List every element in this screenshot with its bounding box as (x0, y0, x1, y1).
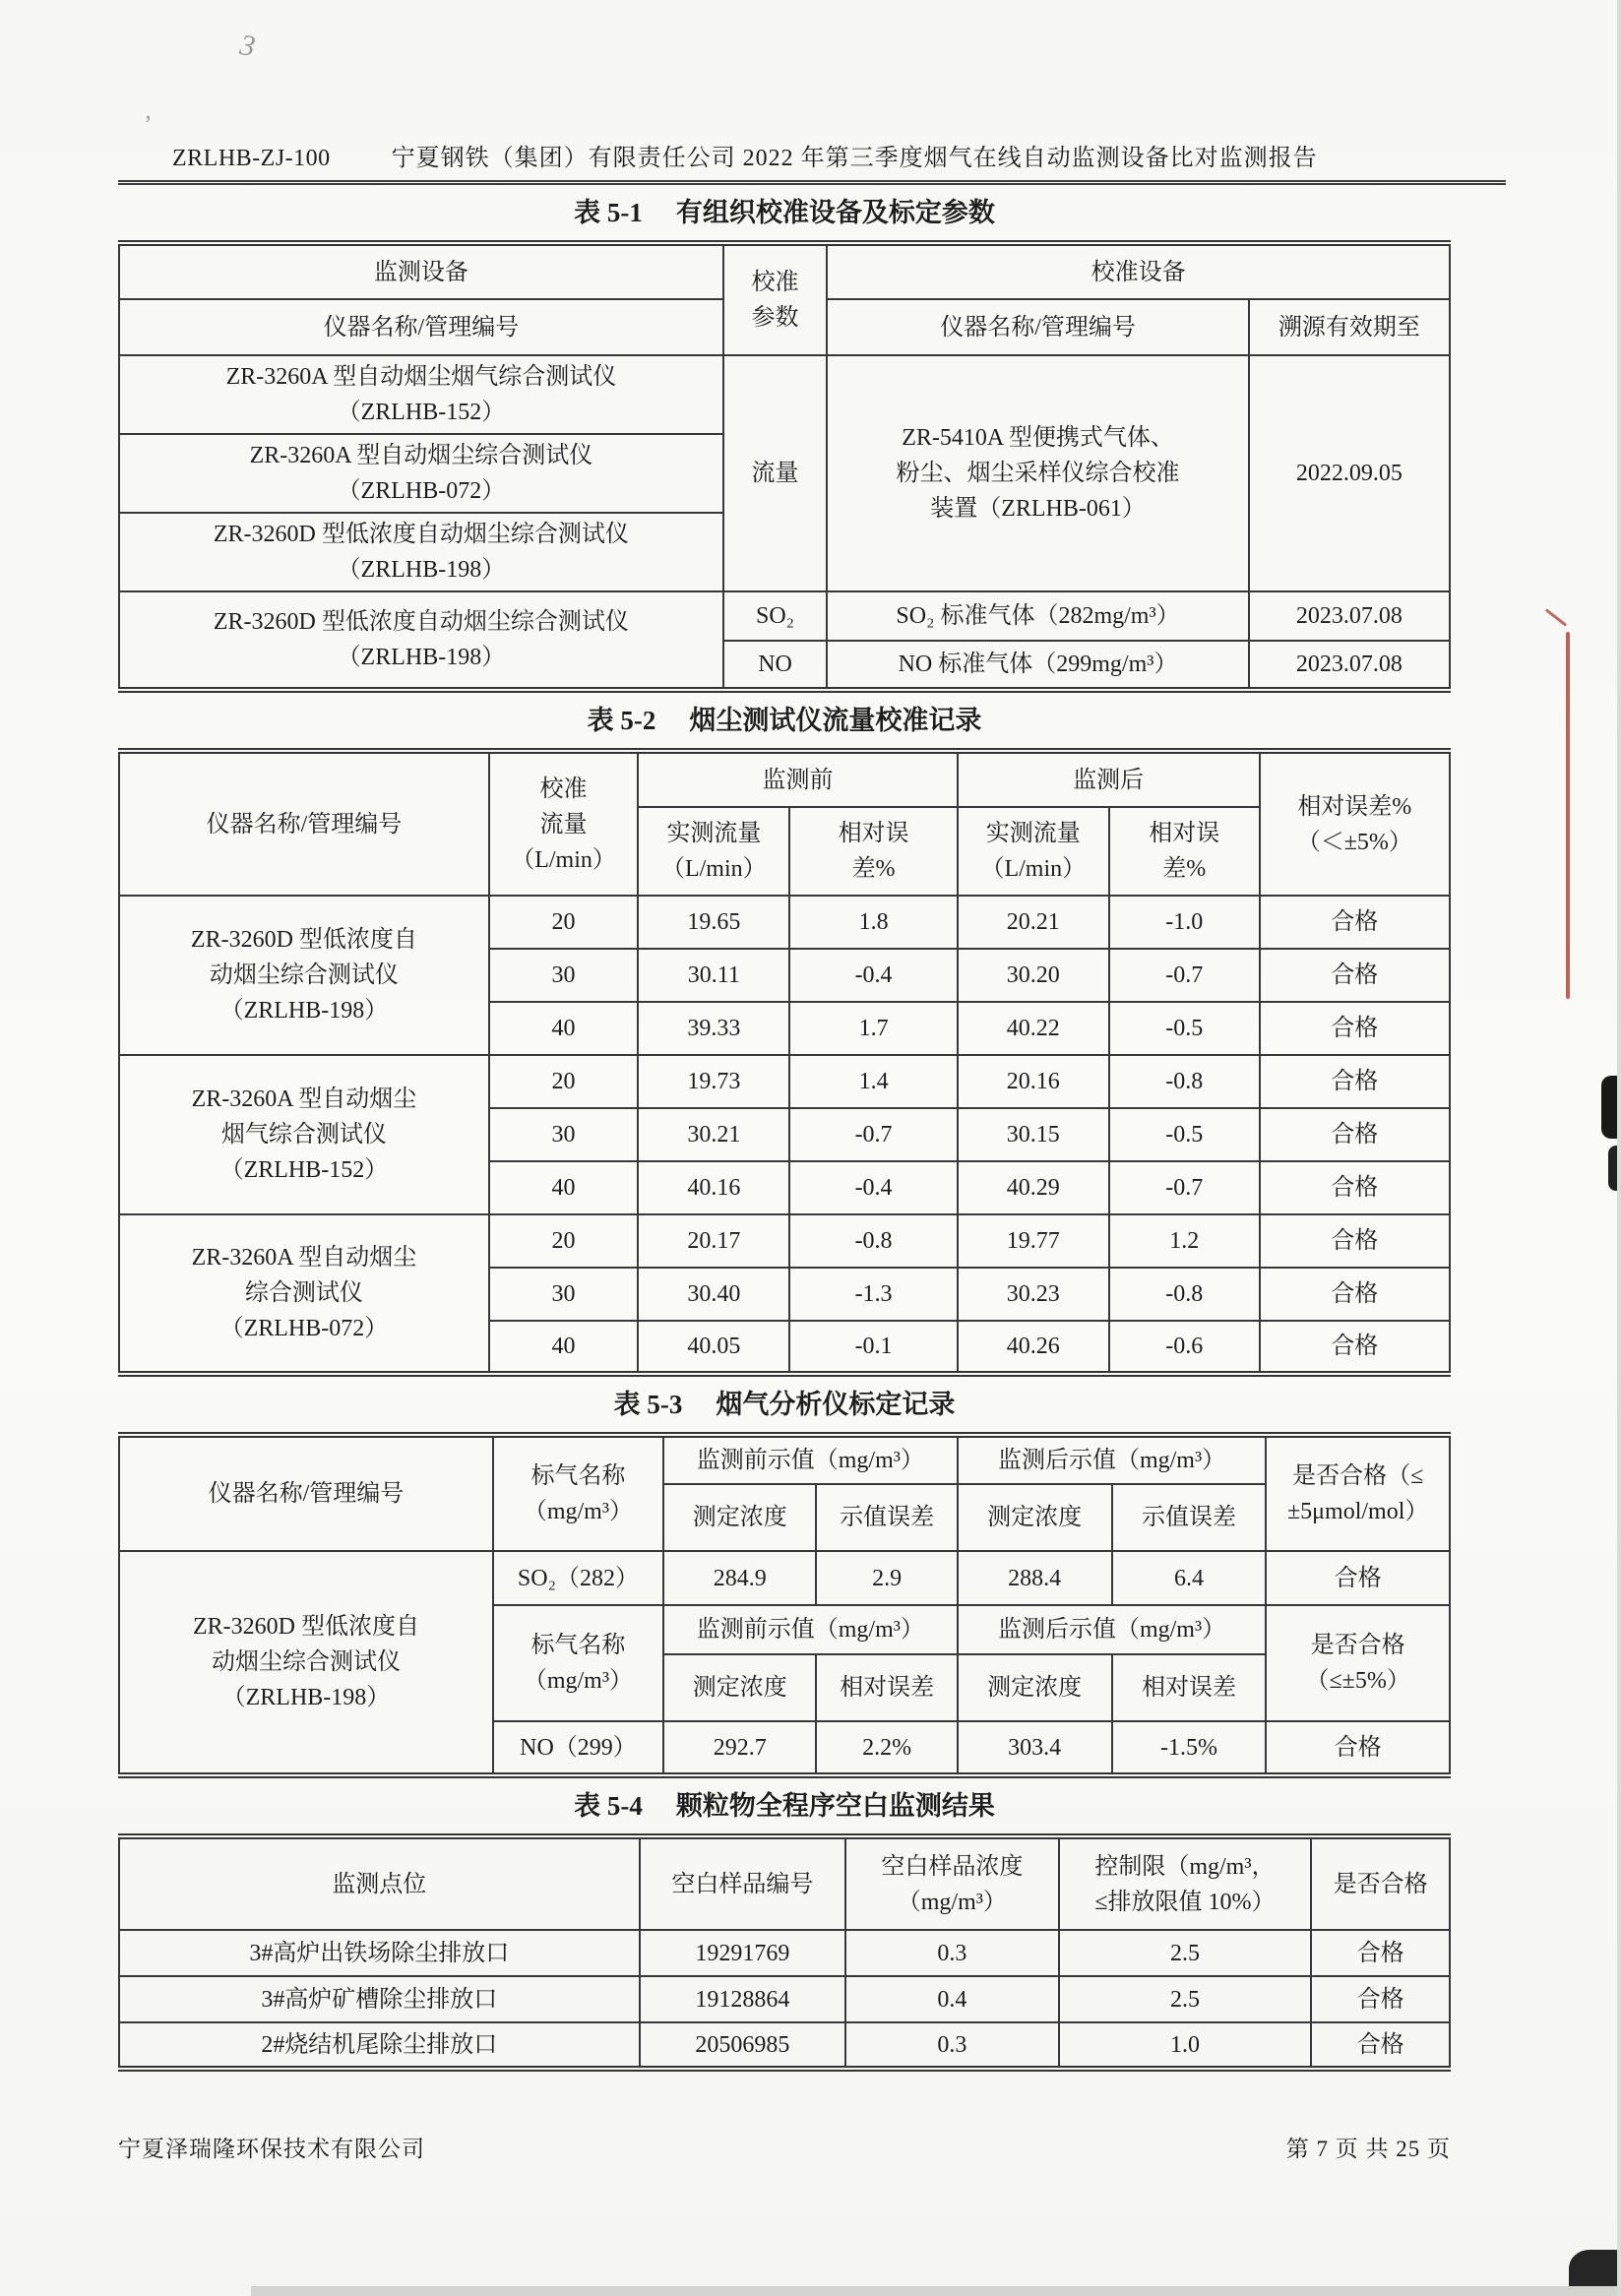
t51-flow-trace-date: 2022.09.05 (1249, 355, 1450, 591)
table-cell: -1.0 (1109, 896, 1260, 949)
table-cell: SO₂（282） (493, 1551, 663, 1605)
table-5-3-caption-title: 烟气分析仪标定记录 (716, 1390, 956, 1419)
table-cell: 30 (489, 949, 638, 1002)
t51-so2-gas: SO₂ 标准气体（282mg/m³） (827, 591, 1249, 641)
table-cell: 合格 (1260, 1214, 1450, 1268)
table-cell: 合格 (1260, 1321, 1450, 1374)
table-cell: 合格 (1311, 1976, 1450, 2022)
table-cell: 40.16 (638, 1161, 789, 1214)
table-cell: 2.9 (816, 1551, 957, 1605)
table-cell: 合格 (1260, 1108, 1450, 1161)
t53-midheader-qualify: 是否合格 （≤±5%） (1266, 1605, 1450, 1721)
t51-device-4: ZR-3260D 型低浓度自动烟尘综合测试仪 （ZRLHB-198） (119, 591, 723, 690)
footer-company: 宁夏泽瑞隆环保技术有限公司 (118, 2137, 425, 2161)
table-5-4 (118, 1833, 1451, 2072)
table-5-1-caption (118, 193, 1451, 232)
table-cell: 合格 (1260, 1268, 1450, 1321)
table-cell: 0.3 (845, 2022, 1058, 2069)
t53-header-post-ind-err: 示值误差 (1112, 1484, 1267, 1551)
table-cell: 20.17 (638, 1214, 789, 1268)
table-cell: 30.23 (958, 1268, 1109, 1321)
t52-header-flow-col: 校准 流量 （L/min） (489, 751, 638, 896)
t54-header-qualify: 是否合格 (1311, 1836, 1450, 1930)
handwritten-mark: 3 (237, 29, 258, 63)
table-5-1 (118, 240, 1451, 693)
table-cell: 30.11 (638, 949, 789, 1002)
table-cell: -0.5 (1109, 1002, 1260, 1055)
t52-header-post-measured: 实测流量 （L/min） (958, 807, 1109, 896)
table-cell: 1.0 (1059, 2022, 1312, 2069)
t53-device: ZR-3260D 型低浓度自 动烟尘综合测试仪 （ZRLHB-198） (119, 1551, 493, 1775)
t51-header-trace-col: 溯源有效期至 (1249, 299, 1450, 355)
footer-page-number: 第 7 页 共 25 页 (1285, 2137, 1451, 2161)
table-cell: 0.3 (845, 1930, 1058, 1976)
t53-midheader-pre-conc: 测定浓度 (663, 1654, 816, 1721)
t52-header-pre-err: 相对误 差% (789, 807, 957, 896)
t53-header-pre: 监测前示值（mg/m³） (663, 1435, 958, 1484)
t53-midheader-post-conc: 测定浓度 (958, 1654, 1112, 1721)
table-cell: 30 (489, 1268, 638, 1321)
table-cell: 合格 (1311, 2022, 1450, 2069)
table-cell: 2.2% (816, 1721, 957, 1775)
page-footer (118, 2131, 1451, 2163)
table-cell: 合格 (1266, 1721, 1450, 1775)
table-cell: 2#烧结机尾除尘排放口 (119, 2022, 640, 2069)
t53-header-post: 监测后示值（mg/m³） (958, 1435, 1267, 1484)
t54-header-sample-id: 空白样品编号 (640, 1836, 846, 1930)
scan-edge-blot (1608, 1146, 1621, 1191)
t51-header-calib-param: 校准 参数 (723, 243, 827, 355)
table-cell: 30.40 (638, 1268, 789, 1321)
t51-no-gas: NO 标准气体（299mg/m³） (827, 641, 1249, 690)
table-cell: -0.5 (1109, 1108, 1260, 1161)
table-cell: -0.7 (1109, 949, 1260, 1002)
t52-header-device-col: 仪器名称/管理编号 (119, 751, 489, 896)
t52-group3-device: ZR-3260A 型自动烟尘 综合测试仪 （ZRLHB-072） (119, 1214, 489, 1374)
table-5-4-caption-number: 表 5-4 (574, 1791, 643, 1821)
table-5-2-caption-title: 烟尘测试仪流量校准记录 (689, 706, 982, 735)
table-cell: 3#高炉出铁场除尘排放口 (119, 1930, 640, 1976)
table-cell: -0.8 (789, 1214, 957, 1268)
table-cell: 19.65 (638, 896, 789, 949)
table-cell: 2.5 (1059, 1930, 1312, 1976)
t53-midheader-gas-col: 标气名称 （mg/m³） (493, 1605, 663, 1721)
table-cell: 20 (489, 896, 638, 949)
document-title: 宁夏钢铁（集团）有限责任公司 2022 年第三季度烟气在线自动监测设备比对监测报告 (391, 146, 1318, 171)
t51-so2-trace-date: 2023.07.08 (1249, 591, 1450, 641)
table-cell: 39.33 (638, 1002, 789, 1055)
table-cell: 合格 (1260, 896, 1450, 949)
table-cell: NO（299） (493, 1721, 663, 1775)
table-cell: -0.4 (789, 949, 957, 1002)
table-cell: 2.5 (1059, 1976, 1312, 2022)
table-cell: 1.8 (789, 896, 957, 949)
t54-header-conc: 空白样品浓度 （mg/m³） (845, 1836, 1058, 1930)
t52-group1-device: ZR-3260D 型低浓度自 动烟尘综合测试仪 （ZRLHB-198） (119, 896, 489, 1055)
table-cell: -0.7 (1109, 1161, 1260, 1214)
table-5-1-caption-title: 有组织校准设备及标定参数 (675, 198, 995, 227)
t52-header-pre: 监测前 (638, 751, 957, 807)
table-cell: 合格 (1260, 1002, 1450, 1055)
table-cell: -0.6 (1109, 1321, 1260, 1374)
table-cell: -0.7 (789, 1108, 957, 1161)
red-margin-line (1566, 632, 1570, 999)
table-cell: 40.29 (958, 1161, 1109, 1214)
t53-midheader-post: 监测后示值（mg/m³） (958, 1605, 1267, 1654)
table-cell: 1.7 (789, 1002, 957, 1055)
table-cell: 合格 (1260, 1161, 1450, 1214)
table-cell: 284.9 (663, 1551, 816, 1605)
table-cell: -0.4 (789, 1161, 957, 1214)
table-cell: 40 (489, 1321, 638, 1374)
table-cell: -1.3 (789, 1268, 957, 1321)
t52-header-pre-measured: 实测流量 （L/min） (638, 807, 789, 896)
table-cell: 20506985 (640, 2022, 846, 2069)
table-cell: 20 (489, 1214, 638, 1268)
table-cell: 19291769 (640, 1930, 846, 1976)
t53-midheader-post-rel-err: 相对误差 (1112, 1654, 1267, 1721)
t54-header-limit: 控制限（mg/m³， ≤排放限值 10%） (1059, 1836, 1312, 1930)
t51-device-3: ZR-3260D 型低浓度自动烟尘综合测试仪 （ZRLHB-198） (119, 513, 723, 591)
table-cell: 30 (489, 1108, 638, 1161)
t52-group2-device: ZR-3260A 型自动烟尘 烟气综合测试仪 （ZRLHB-152） (119, 1055, 489, 1214)
scan-right-edge (1617, 0, 1621, 2296)
t53-header-device-col: 仪器名称/管理编号 (119, 1435, 493, 1551)
table-cell: 288.4 (958, 1551, 1112, 1605)
t53-midheader-pre-rel-err: 相对误差 (816, 1654, 957, 1721)
table-cell: -0.1 (789, 1321, 957, 1374)
table-5-2-caption-number: 表 5-2 (587, 706, 656, 735)
t51-flow-param: 流量 (723, 355, 827, 591)
table-cell: 20 (489, 1055, 638, 1108)
t51-no-param: NO (723, 641, 827, 690)
t53-header-pre-conc: 测定浓度 (663, 1484, 816, 1551)
table-cell: 0.4 (845, 1976, 1058, 2022)
t51-no-trace-date: 2023.07.08 (1249, 641, 1450, 690)
table-cell: 303.4 (958, 1721, 1112, 1775)
table-cell: 40.26 (958, 1321, 1109, 1374)
document-header (118, 138, 1506, 185)
t51-header-calib-instrument-col: 仪器名称/管理编号 (827, 299, 1249, 355)
table-cell: 40 (489, 1002, 638, 1055)
t53-midheader-pre: 监测前示值（mg/m³） (663, 1605, 958, 1654)
table-cell: 20.16 (958, 1055, 1109, 1108)
table-cell: -0.8 (1109, 1268, 1260, 1321)
t54-header-site: 监测点位 (119, 1836, 640, 1930)
t52-header-post-err: 相对误 差% (1109, 807, 1260, 896)
table-5-4-caption (118, 1786, 1451, 1826)
scan-bottom-edge (251, 2286, 1621, 2296)
t51-header-calib-device: 校准设备 (827, 243, 1450, 299)
t52-header-post: 监测后 (958, 751, 1260, 807)
table-cell: 30.21 (638, 1108, 789, 1161)
table-5-3-caption (118, 1385, 1451, 1424)
red-pen-tick-mark (1545, 608, 1567, 626)
scan-corner-blot (1569, 2250, 1621, 2296)
table-cell: 合格 (1311, 1930, 1450, 1976)
table-cell: -0.8 (1109, 1055, 1260, 1108)
t53-header-qualify: 是否合格（≤ ±5μmol/mol） (1266, 1435, 1450, 1551)
table-cell: 30.20 (958, 949, 1109, 1002)
scan-edge-blot (1601, 1076, 1621, 1139)
t51-header-instrument-col: 仪器名称/管理编号 (119, 299, 723, 355)
t51-device-2: ZR-3260A 型自动烟尘综合测试仪 （ZRLHB-072） (119, 434, 723, 513)
table-cell: 40.22 (958, 1002, 1109, 1055)
table-cell: 19.73 (638, 1055, 789, 1108)
table-cell: 292.7 (663, 1721, 816, 1775)
table-5-4-caption-title: 颗粒物全程序空白监测结果 (675, 1791, 995, 1821)
t51-flow-calib-device: ZR-5410A 型便携式气体、 粉尘、烟尘采样仪综合校准 装置（ZRLHB-061） (827, 355, 1249, 591)
t51-so2-param: SO₂ (723, 591, 827, 641)
handwritten-mark: ’ (144, 110, 153, 139)
table-cell: 6.4 (1112, 1551, 1267, 1605)
t53-header-pre-ind-err: 示值误差 (816, 1484, 957, 1551)
table-cell: 30.15 (958, 1108, 1109, 1161)
table-cell: 3#高炉矿槽除尘排放口 (119, 1976, 640, 2022)
table-5-3-caption-number: 表 5-3 (613, 1390, 683, 1419)
t51-header-monitor-device: 监测设备 (119, 243, 723, 299)
t53-header-gas-col: 标气名称 （mg/m³） (493, 1435, 663, 1551)
table-cell: 1.4 (789, 1055, 957, 1108)
table-5-2 (118, 748, 1451, 1377)
table-5-1-caption-number: 表 5-1 (574, 198, 643, 227)
table-5-2-caption (118, 701, 1451, 740)
table-5-3 (118, 1432, 1451, 1778)
t51-device-1: ZR-3260A 型自动烟尘烟气综合测试仪 （ZRLHB-152） (119, 355, 723, 434)
page-content (118, 138, 1451, 2072)
table-cell: -1.5% (1112, 1721, 1267, 1775)
document-code: ZRLHB-ZJ-100 (172, 146, 331, 171)
table-cell: 40.05 (638, 1321, 789, 1374)
table-cell: 1.2 (1109, 1214, 1260, 1268)
table-cell: 合格 (1260, 949, 1450, 1002)
table-cell: 19128864 (640, 1976, 846, 2022)
table-cell: 合格 (1266, 1551, 1450, 1605)
table-cell: 合格 (1260, 1055, 1450, 1108)
table-cell: 40 (489, 1161, 638, 1214)
table-cell: 20.21 (958, 896, 1109, 949)
t53-header-post-conc: 测定浓度 (958, 1484, 1112, 1551)
table-cell: 19.77 (958, 1214, 1109, 1268)
t52-header-overall: 相对误差% （＜±5%） (1260, 751, 1450, 896)
